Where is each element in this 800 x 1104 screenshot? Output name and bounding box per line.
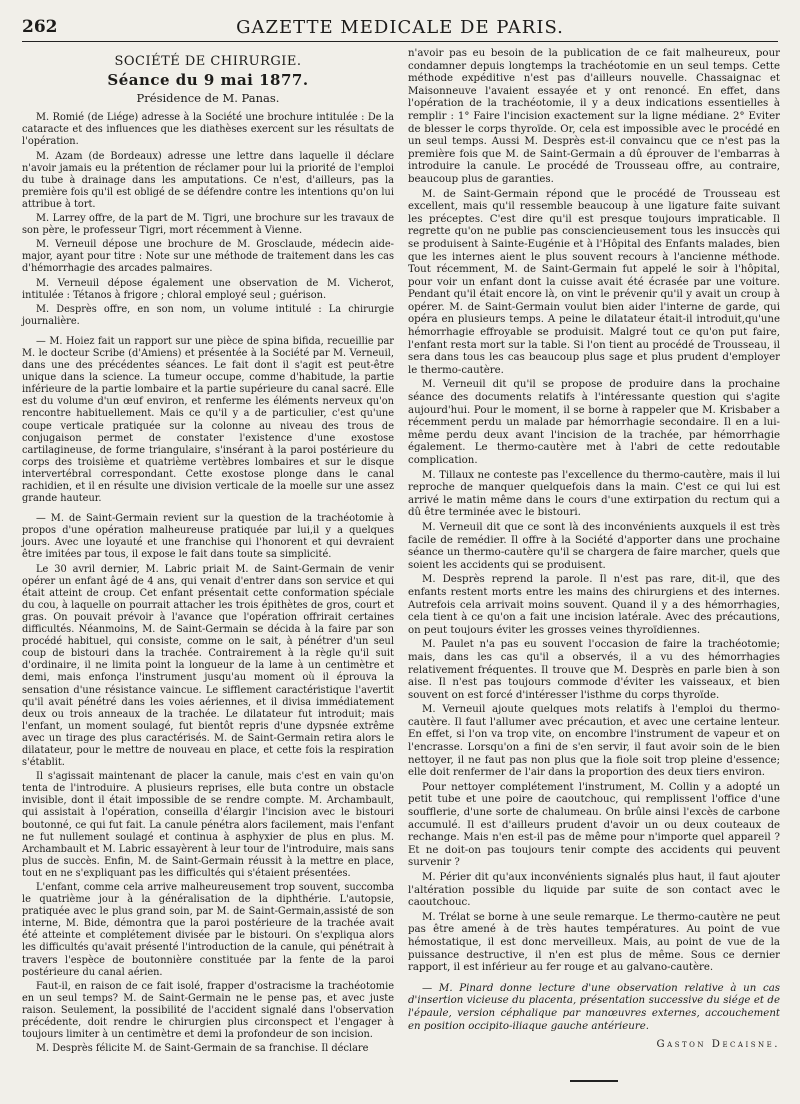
page-header (22, 14, 778, 40)
paragraph: — M. de Saint-Germain revient sur la question de la trachéotomie à propos d'une opération malheureuse pratiquée par lui,il y a quelques jours. Avec une loyauté et une franchise qui l'honorent et qui devraient être imitées par tous, il expose le fait dans toute sa simplicité. (22, 513, 394, 561)
author-signature: Gaston Decaisne. (656, 1039, 780, 1051)
paragraph: Il s'agissait maintenant de placer la canule, mais c'est en vain qu'on tenta de l'introduire. A plusieurs reprises, elle buta contre un obstacle invisible, dont il était impossible de se rendre compte. M. Archambault, qui assistait à l'opération, conseilla d'élargir l'incision avec le bistouri boutonné, ce qui fut fait. La canule pénétra alors facilement, mais l'enfant ne fut nullement soulagé et continua à asphyxier de plus en plus. M. Archambault et M. Labric essayèrent à leur tour de l'introduire, mais sans plus de succès. Enfin, M. de Saint-Germain réussit à la mettre en place, tout en ne s'expliquant pas les difficultés qui s'étaient présentées. (22, 771, 394, 879)
paragraph: M. Verneuil ajoute quelques mots relatifs à l'emploi du thermo-cautère. Il faut l'allumer avec précaution, et avec une certaine lenteur. En effet, si l'on va trop vite, on encombre l'instrument de vapeur et on l'encrasse. Lorsqu'on a fini de s'en servir, il faut avoir soin de le bien nettoyer, il ne faut pas non plus que la fiole soit trop pleine d'essence; elle doit renfermer de l'air dans la proportion des deux tiers environ. (408, 704, 780, 779)
page-number: 262 (22, 17, 58, 37)
paragraph: M. Romié (de Liége) adresse à la Société une brochure intitulée : De la cataracte et des influences que les diathèses exercent sur les résultats de l'opération. (22, 112, 394, 148)
society-heading: SOCIÉTÉ DE CHIRURGIE. (114, 54, 302, 69)
paragraph: L'enfant, comme cela arrive malheureusement trop souvent, succomba le quatrième jour à la généralisation de la diphthérie. L'autopsie, pratiquée avec le plus grand soin, par M. de Saint-Germain,assisté de son interne, M. Bide, démontra que la paroi postérieure de la trachée avait été atteinte et complétement divisée par le bistouri. On s'expliqua alors les difficultés qu'avait présenté l'introduction de la canule, qui pénétrait à travers l'espèce de boutonnière constituée par la fente de la paroi postérieure du canal aérien. (22, 882, 394, 978)
paragraph: M. Verneuil dépose une brochure de M. Grosclaude, médecin aide-major, ayant pour titre : Note sur une méthode de traitement dans les cas d'hémorrhagie des arcades palmaires. (22, 239, 394, 275)
header-rule (22, 41, 778, 42)
paragraph: M. de Saint-Germain répond que le procédé de Trousseau est excellent, mais qu'il ressemble beaucoup à une ligature faite suivant les préceptes. C'est dire qu'il est presque toujours impraticable. Il regrette qu'on ne publie pas consciencieusement tous les insuccès qui se produisent à Sainte-Eugénie et à l'Hôpital des Enfants malades, bien que les internes aient le plus souvent recours à l'ancienne méthode. Tout récemment, M. de Saint-Germain fut appelé le soir à l'hôpital, pour voir un enfant dont la cuisse avait été écrasée par une voiture. Pendant qu'il était encore là, on vint le prévenir qu'il y avait un croup à opérer. M. de Saint-Germain voulut bien aider l'interne de garde, qui opéra en plusieurs temps. A peine le dilatateur était-il introduit,qu'une hémorrhagie effroyable se produisit. Malgré tout ce qu'on put faire, l'enfant resta mort sur la table. Si l'on tient au procédé de Trousseau, il sera dans tous les cas beaucoup plus sage et plus prudent d'employer le thermo-cautère. (408, 188, 780, 376)
paragraph: M. Trélat se borne à une seule remarque. Le thermo-cautère ne peut pas être amené à de très hautes températures. Au point de vue hémostatique, il est donc merveilleux. Mais, au point de vue de la puissance destructive, il n'en est plus de même. Sous ce dernier rapport, il est inférieur au fer rouge et au galvano-cautère. (408, 911, 780, 974)
paragraph: n'avoir pas eu besoin de la publication de ce fait malheureux, pour condamner depuis longtemps la trachéotomie en un seul temps. Cette méthode expéditive n'est pas d'ailleurs nouvelle. Chassaignac et Maisonneuve l'avaient essayée et y ont renoncé. En effet, dans l'opération de la trachéotomie, il y a deux indications essentielles à remplir : 1° Faire l'incision exactement sur la ligne médiane. 2° Eviter de blesser le corps thyroïde. Or, cela est impossible avec le procédé en un seul temps. Aussi M. Desprès est-il convaincu que ce n'est pas la première fois que M. de Saint-Germain a dû éprouver de l'embarras à introduire la canule. Le procédé de Trousseau offre, au contraire, beaucoup plus de garanties. (408, 48, 780, 185)
paragraph: — M. Hoiez fait un rapport sur une pièce de spina bifida, recueillie par M. le docteur Scribe (d'Amiens) et présentée à la Société par M. Verneuil, dans une des précédentes séances. Le fait dont il s'agit est peut-être unique dans la science. La tumeur occupe, comme d'habitude, la partie inférieure de la partie lombaire et la partie supérieure du canal sacré. Elle est du volume d'un œuf environ, et renferme les éléments nerveux qu'on rencontre habituellement. Mais ce qu'il y a de particulier, c'est qu'une coupe verticale pratiquée sur la colonne au niveau des trous de conjugaison permet de constater l'existence d'une exostose cartilagineuse, de forme triangulaire, s'insérant à la paroi postérieure du corps des troisième et quatrième vertèbres lombaires et sur le disque intervertébral correspondant. Cette exostose plonge dans le canal rachidien, et il en résulte une division verticale de la moelle sur une assez grande hauteur. (22, 335, 394, 505)
right-column (408, 48, 780, 1082)
paragraph: M. Desprès offre, en son nom, un volume intitulé : La chirurgie journalière. (22, 303, 394, 327)
paragraph: M. Azam (de Bordeaux) adresse une lettre dans laquelle il déclare n'avoir jamais eu la prétention de réclamer pour lui la priorité de l'emploi du tube à drainage dans les amputations. Ce n'est, d'ailleurs, pas la première fois qu'il est obligé de se défendre contre les intentions qu'on lui attribue à tort. (22, 150, 394, 210)
paragraph: M. Verneuil dit qu'il se propose de produire dans la prochaine séance des documents relatifs à l'intéressante question qui s'agite aujourd'hui. Pour le moment, il se borne à rappeler que M. Krisbaber a récemment perdu un malade par hémorrhagie secondaire. Il en a lui-même perdu deux avant l'incision de la trachée, par hémorrhagie également. Le thermo-cautère met à l'abri de cette redoutable complication. (408, 379, 780, 466)
journal-title: GAZETTE MEDICALE DE PARIS. (236, 16, 564, 38)
paragraph: Faut-il, en raison de ce fait isolé, frapper d'ostracisme la trachéotomie en un seul temps? M. de Saint-Germain ne le pense pas, et avec juste raison. Seulement, la possibilité de l'accident signalé dans l'observation précédente, doit rendre le chirurgien plus circonspect et l'engager à toujours limiter à un centimètre et demi la profondeur de son incision. (22, 980, 394, 1041)
seance-heading: Séance du 9 mai 1877. (107, 71, 309, 90)
paragraph: M. Paulet n'a pas eu souvent l'occasion de faire la trachéotomie; mais, dans les cas qu'il a observés, il a vu des hémorrhagies relativement fréquentes. Il trouve que M. Desprès en parle bien à son aise. Il n'est pas toujours commode d'éviter les vaisseaux, et bien souvent on est forcé d'intéresser l'isthme du corps thyroïde. (408, 639, 780, 701)
paragraph: — M. Pinard donne lecture d'une observation relative à un cas d'insertion vicieuse du placenta, présentation successive du siége et de l'épaule, version céphalique par manœuvres externes, accouchement en position occipito-iliaque gauche antérieure. (408, 982, 780, 1032)
paragraph: Le 30 avril dernier, M. Labric priait M. de Saint-Germain de venir opérer un enfant âgé de 4 ans, qui venait d'entrer dans son service et qui était atteint de croup. Cet enfant présentait cette conformation spéciale du cou, à laquelle on pourrait attacher les trois épithètes de gros, court et gras. On pouvait prévoir à l'avance que l'opération offrirait certaines difficultés. Néanmoins, M. de Saint-Germain se décida à la faire par son procédé habituel, qui consiste, comme on le sait, à pénétrer d'un seul coup de bistouri dans la trachée. Contrairement à la règle qu'il suit d'ordinaire, il ne limita point la longueur de la lame à un centimètre et demi, mais enfonça l'instrument jusqu'au moment où il éprouva la sensation d'une résistance vaincue. Le sifflement caractéristique l'avertit qu'il avait pénétré dans les voies aériennes, et il divisa immédiatement deux ou trois anneaux de la trachée. Le dilatateur fut introduit; mais l'enfant, un moment soulagé, fut bientôt repris d'une dypsnée extrême avec un tirage des plus caractérisés. M. de Saint-Germain retira alors le dilatateur, pour le mettre de nouveau en place, et cette fois la respiration s'établit. (22, 563, 394, 769)
paragraph: M. Verneuil dit que ce sont là des inconvénients auxquels il est très facile de remédier. Il offre à la Société d'apporter dans une prochaine séance un thermo-cautère qu'il se chargera de faire marcher, quels que soient les accidents qui se produisent. (408, 521, 780, 571)
paragraph: M. Larrey offre, de la part de M. Tigri, une brochure sur les travaux de son père, le professeur Tigri, mort récemment à Vienne. (22, 213, 394, 237)
paragraph: M. Tillaux ne conteste pas l'excellence du thermo-cautère, mais il lui reproche de manquer quelquefois dans la main. C'est ce qui lui est arrivé le matin même dans le cours d'une extirpation du rectum qui a dû être terminée avec le bistouri. (408, 469, 780, 519)
paragraph: M. Desprès reprend la parole. Il n'est pas rare, dit-il, que des enfants restent morts entre les mains des chirurgiens et des internes. Autrefois cela arrivait moins souvent. Quand il y a des hémorrhagies, cela tient à ce qu'on a fait une incision latérale. Avec des précautions, on peut toujours éviter les grosses veines thyroïdiennes. (408, 574, 780, 636)
paragraph: M. Périer dit qu'aux inconvénients signalés plus haut, il faut ajouter l'altération possible du liquide par suite de son contact avec le caoutchouc. (408, 872, 780, 909)
left-column (22, 50, 394, 1057)
end-rule (570, 1080, 618, 1082)
paragraph: Pour nettoyer complétement l'instrument, M. Collin y a adopté un petit tube et une poire de caoutchouc, qui remplissent l'office d'une soufflerie, d'une sorte de chalumeau. On brûle ainsi l'excès de carbone accumulé. Il est d'ailleurs prudent d'avoir un ou deux couteaux de rechange. Mais n'en est-il pas de même pour n'importe quel appareil ? Et ne doit-on pas toujours tenir compte des accidents qui peuvent survenir ? (408, 781, 780, 869)
paragraph: M. Desprès félicite M. de Saint-Germain de sa franchise. Il déclare (36, 1043, 369, 1055)
presidence-line: Présidence de M. Panas. (136, 91, 280, 106)
paragraph: M. Verneuil dépose également une observation de M. Vicherot, intitulée : Tétanos à frigore ; chloral employé seul ; guérison. (22, 277, 394, 301)
